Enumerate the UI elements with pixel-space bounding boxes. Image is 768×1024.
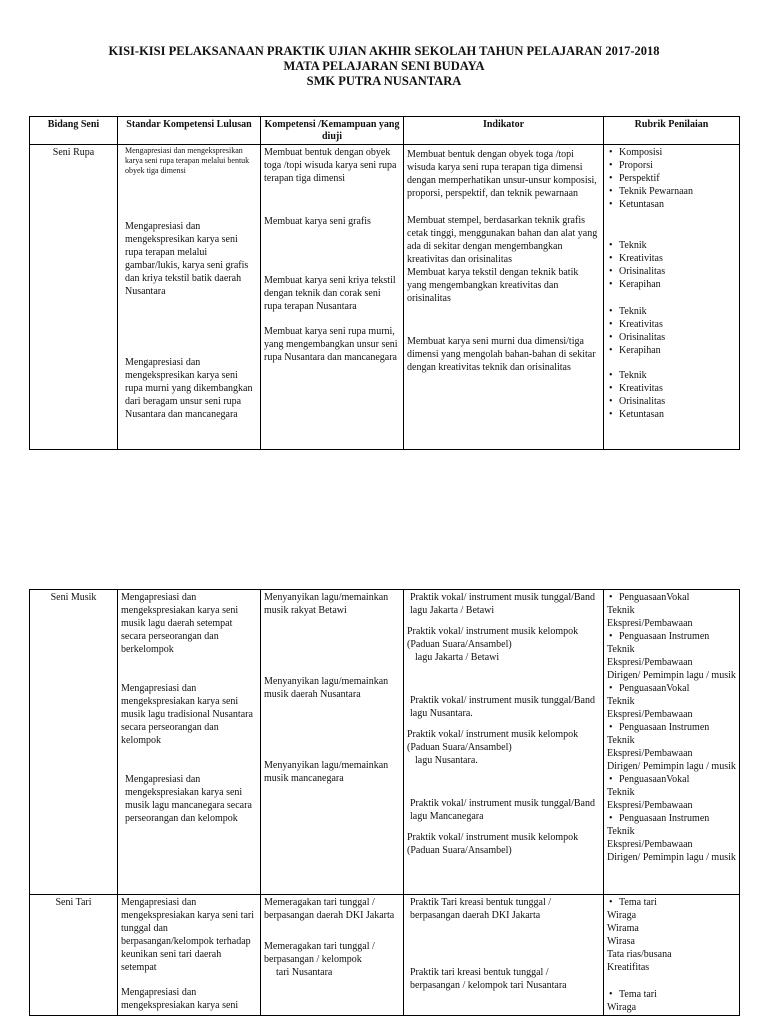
- rubrik-item: • Ketuntasan: [607, 408, 736, 421]
- title-line-2: MATA PELAJARAN SENI BUDAYA: [283, 59, 485, 73]
- rubrik-item: • Orisinalitas: [607, 331, 736, 344]
- rubrik-item: • Kreativitas: [607, 382, 736, 395]
- table-header-row: [30, 117, 740, 145]
- rubrik-item: • PenguasaanVokal: [607, 591, 736, 604]
- table-row: [30, 590, 740, 895]
- kompetensi-text: Memeragakan tari tunggal / berpasangan daerah DKI Jakarta: [264, 897, 395, 921]
- table-row: [30, 895, 740, 1016]
- rubrik-item: Kreatifitas: [607, 962, 650, 973]
- rubrik-list: [607, 305, 736, 357]
- rubrik-list: [607, 239, 736, 291]
- kompetensi-cell: [261, 145, 404, 450]
- rubrik-item: • Teknik: [607, 239, 736, 252]
- kompetensi-text: Menyanyikan lagu/memainkan musik mancanegara: [264, 760, 389, 784]
- indikator-text: Membuat bentuk dengan obyek toga /topi wisuda karya seni rupa terapan tiga dimensi dengan memperhatikan unsur-unsur komposisi, proporsi, perspektif, dan teknik pewarnaan: [407, 149, 597, 199]
- rubrik-item: • Ketuntasan: [607, 198, 736, 211]
- rubrik-item: • PenguasaanVokal: [607, 773, 736, 786]
- rubrik-item: • Kreativitas: [607, 252, 736, 265]
- rubrik-item: Teknik: [607, 735, 635, 746]
- rubrik-list: [607, 369, 736, 421]
- kompetensi-text: Membuat bentuk dengan obyek toga /topi wisuda karya seni rupa terapan tiga dimensi: [264, 147, 397, 184]
- rubrik-item: Wirasa: [607, 936, 635, 947]
- standar-text: Mengapresiasi dan mengekspresikan karya seni rupa terapan melalui bentuk obyek tiga dimensi: [125, 146, 250, 175]
- col-header-standar: Standar Kompetensi Lulusan: [118, 117, 261, 145]
- indikator-text: Membuat karya tekstil dengan teknik batik yang mengembangkan kreativitas dan orisinalitas: [407, 267, 579, 304]
- kompetensi-text: Memeragakan tari tunggal / berpasangan / kelompok: [264, 941, 375, 965]
- rubrik-item: • Komposisi: [607, 146, 736, 159]
- col-header-indikator: Indikator: [404, 117, 604, 145]
- rubrik-cell: [604, 895, 740, 1016]
- rubrik-item: Tata rias/busana: [607, 949, 672, 960]
- bidang-cell: Seni Rupa: [30, 145, 118, 450]
- rubrik-item: • Tema tari: [607, 896, 736, 909]
- indikator-text: Praktik vokal/ instrument musik tunggal/Band lagu Jakarta / Betawi: [410, 592, 595, 616]
- bidang-cell: Seni Tari: [30, 895, 118, 1016]
- indikator-text: Membuat stempel, berdasarkan teknik grafis cetak tinggi, menggunakan bahan dan alat yang ada di sekitar dengan mengembangkan kreativitas dan orisinalitas: [407, 215, 598, 265]
- rubrik-item: Teknik: [607, 696, 635, 707]
- rubrik-item: • Teknik Pewarnaan: [607, 185, 736, 198]
- col-header-rubrik: Rubrik Penilaian: [604, 117, 740, 145]
- standar-text: Mengapresiasi dan mengekspresikan karya seni rupa murni yang dikembangkan dari beragam unsur seni rupa Nusantara dan mancanegara: [125, 357, 253, 420]
- rubrik-item: Wiraga: [607, 1002, 637, 1013]
- rubrik-item: Teknik: [607, 826, 635, 837]
- standar-text: Mengapresiasi dan mengekspresiakan karya seni musik lagu tradisional Nusantara secara perseorangan dan kelompok: [121, 683, 253, 746]
- rubrik-item: • Perspektif: [607, 172, 736, 185]
- rubrik-item: • PenguasaanVokal: [607, 682, 736, 695]
- indikator-text: Praktik tari kreasi bentuk tunggal / berpasangan / kelompok tari Nusantara: [410, 967, 567, 991]
- indikator-text: lagu Nusantara.: [415, 755, 478, 766]
- standar-cell: [118, 145, 261, 450]
- rubrik-item: Dirigen/ Pemimpin lagu / musik: [607, 670, 736, 681]
- col-header-kompetensi: Kompetensi /Kemampuan yang diuji: [261, 117, 404, 145]
- rubrik-item: Teknik: [607, 644, 635, 655]
- indikator-text: Praktik vokal/ instrument musik kelompok (Paduan Suara/Ansambel): [407, 626, 579, 650]
- rubrik-item: Dirigen/ Pemimpin lagu / musik: [607, 761, 736, 772]
- rubrik-item: Teknik: [607, 787, 635, 798]
- seni-musik-tari-table: [29, 589, 740, 1016]
- col-header-bidang: Bidang Seni: [30, 117, 118, 145]
- indikator-text: Praktik Tari kreasi bentuk tunggal / berpasangan daerah DKI Jakarta: [410, 897, 552, 921]
- rubrik-item: • Tema tari: [607, 988, 736, 1001]
- kompetensi-text: Membuat karya seni grafis: [264, 216, 371, 227]
- rubrik-item: • Penguasaan Instrumen: [607, 630, 736, 643]
- standar-text: Mengapresiasi dan mengekspresiakan karya seni tari tunggal dan berpasangan/kelompok terhadap keunikan seni tari daerah setempat: [121, 897, 255, 973]
- seni-rupa-table: [29, 116, 740, 450]
- rubrik-list: [607, 591, 736, 864]
- kompetensi-text: Membuat karya seni rupa murni, yang mengembangkan unsur seni rupa Nusantara dan mancanegara: [264, 326, 398, 363]
- indikator-text: Praktik vokal/ instrument musik kelompok (Paduan Suara/Ansambel): [407, 729, 579, 753]
- indikator-text: lagu Jakarta / Betawi: [415, 652, 500, 663]
- rubrik-item: Dirigen/ Pemimpin lagu / musik: [607, 852, 736, 863]
- kompetensi-cell: [261, 590, 404, 895]
- title-line-3: SMK PUTRA NUSANTARA: [306, 74, 462, 88]
- kompetensi-text: Menyanyikan lagu/memainkan musik rakyat Betawi: [264, 592, 389, 616]
- standar-text: Mengapresiasi dan mengekspresiakan karya seni musik lagu mancanegara secara perseorangan dan kelompok: [125, 774, 252, 824]
- kompetensi-text: Menyanyikan lagu/memainkan musik daerah Nusantara: [264, 676, 389, 700]
- kompetensi-cell: [261, 895, 404, 1016]
- table-row: [30, 145, 740, 450]
- rubrik-list: [607, 988, 736, 1014]
- kompetensi-text: tari Nusantara: [276, 967, 333, 978]
- rubrik-cell: [604, 145, 740, 450]
- rubrik-item: • Orisinalitas: [607, 265, 736, 278]
- rubrik-item: Ekspresi/Pembawaan: [607, 839, 693, 850]
- rubrik-item: • Teknik: [607, 305, 736, 318]
- rubrik-item: • Teknik: [607, 369, 736, 382]
- standar-cell: [118, 590, 261, 895]
- rubrik-item: Ekspresi/Pembawaan: [607, 800, 693, 811]
- rubrik-item: • Orisinalitas: [607, 395, 736, 408]
- standar-text: Mengapresiasi dan mengekspresiakan karya seni: [121, 987, 239, 1011]
- rubrik-item: Ekspresi/Pembawaan: [607, 709, 693, 720]
- rubrik-item: Ekspresi/Pembawaan: [607, 618, 693, 629]
- rubrik-item: • Kreativitas: [607, 318, 736, 331]
- rubrik-item: Wirama: [607, 923, 639, 934]
- rubrik-cell: [604, 590, 740, 895]
- title-line-1: KISI-KISI PELAKSANAAN PRAKTIK UJIAN AKHIR SEKOLAH TAHUN PELAJARAN 2017-2018: [108, 44, 660, 58]
- rubrik-item: • Kerapihan: [607, 344, 736, 357]
- page-title: [0, 44, 768, 89]
- standar-text: Mengapresiasi dan mengekspresikan karya seni rupa terapan melalui gambar/lukis, karya seni grafis dan kriya tekstil batik daerah Nusantara: [125, 221, 249, 297]
- bidang-cell: Seni Musik: [30, 590, 118, 895]
- rubrik-list: [607, 146, 736, 211]
- standar-cell: [118, 895, 261, 1016]
- kompetensi-text: Membuat karya seni kriya tekstil dengan teknik dan corak seni rupa terapan Nusantara: [264, 275, 396, 312]
- indikator-cell: [404, 145, 604, 450]
- rubrik-item: Wiraga: [607, 910, 637, 921]
- indikator-cell: [404, 590, 604, 895]
- indikator-text: Praktik vokal/ instrument musik tunggal/Band lagu Nusantara.: [410, 695, 595, 719]
- standar-text: Mengapresiasi dan mengekspresiakan karya seni musik lagu daerah setempat secara perseorangan dan berkelompok: [121, 592, 239, 655]
- rubrik-item: • Kerapihan: [607, 278, 736, 291]
- indikator-text: Praktik vokal/ instrument musik kelompok (Paduan Suara/Ansambel): [407, 832, 579, 856]
- rubrik-item: • Proporsi: [607, 159, 736, 172]
- rubrik-item: Ekspresi/Pembawaan: [607, 657, 693, 668]
- rubrik-item: • Penguasaan Instrumen: [607, 812, 736, 825]
- rubrik-item: Ekspresi/Pembawaan: [607, 748, 693, 759]
- indikator-cell: [404, 895, 604, 1016]
- rubrik-item: Teknik: [607, 605, 635, 616]
- rubrik-list: [607, 896, 736, 974]
- indikator-text: Membuat karya seni murni dua dimensi/tiga dimensi yang mengolah bahan-bahan di sekitar dengan kreativitas teknik dan orisinalitas: [407, 336, 596, 373]
- rubrik-item: • Penguasaan Instrumen: [607, 721, 736, 734]
- indikator-text: Praktik vokal/ instrument musik tunggal/Band lagu Mancanegara: [410, 798, 595, 822]
